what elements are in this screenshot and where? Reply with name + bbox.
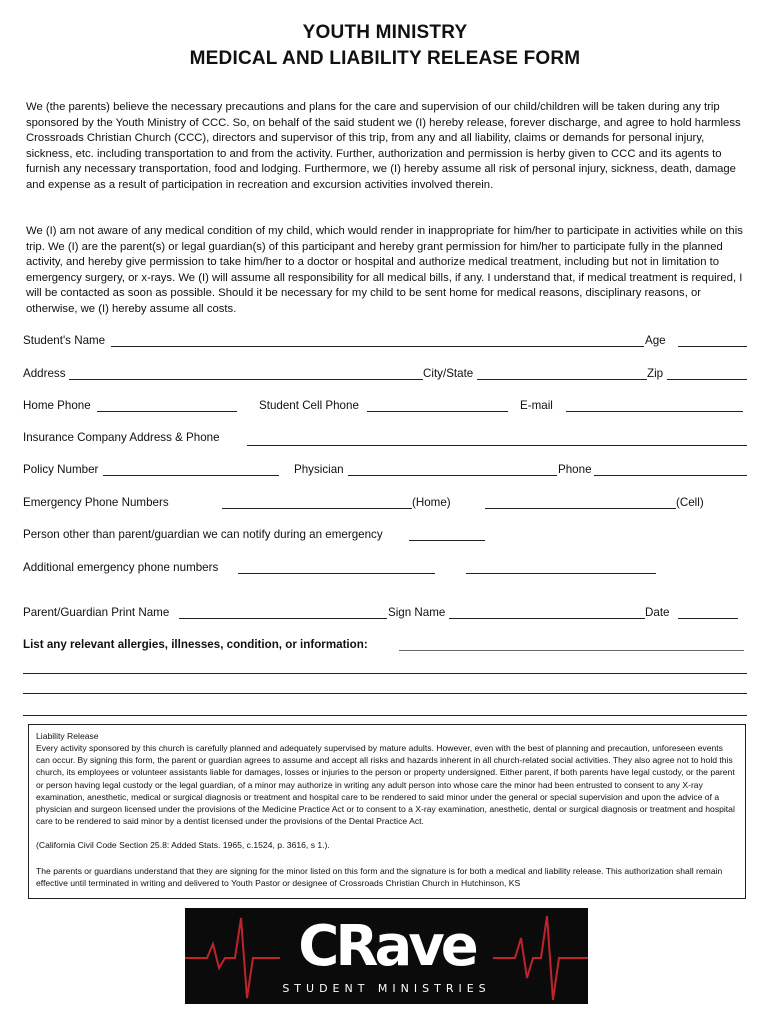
students-name-label: Student's Name (23, 334, 106, 347)
physician-phone-label: Phone (558, 463, 592, 476)
row-emergency (23, 496, 747, 512)
emergency-label: Emergency Phone Numbers (23, 496, 169, 509)
date-label: Date (645, 606, 670, 619)
insurance-field[interactable] (247, 445, 747, 446)
student-cell-field[interactable] (367, 411, 508, 412)
crave-logo (185, 908, 588, 1004)
liability-heading: Liability Release (36, 731, 99, 741)
policy-number-field[interactable] (103, 475, 279, 476)
address-label: Address (23, 367, 66, 380)
liability-body: Every activity sponsored by this church is carefully planned and adequately supervised by mature adults. However, even with the best of planning and precaution, unforeseen events can occur. By signing this form, the parent or guardian agrees to assume and accept all risks and hazards inherent in all church-related social activities. They also agree not to hold this church, its employees or volunteer assistants liable for damages, losses or injuries to the person or property undersigned. Either parent, if both parents have legal custody, or the parent or person having legal custody or the legal guardian, of a minor may authorize in writing any adult person into whose care the minor had been entrusted to consent to any X-ray examination, anesthetic, medical or surgical diagnosis or treatment and hospital care to be rendered to said minor under the general or special supervision and upon the advice of a physician and surgeon licensed under the provisions of the Medicine Practice Act or to consent to a X-ray examination, anesthetic, dental or surgical diagnosis or treatment and hospital care to be rendered to said minor by a dentist licensed under the provisions of the Dental Practice Act. (36, 743, 735, 827)
liability-citation: (California Civil Code Section 25.8: Added Stats. 1965, c.1524, p. 3616, s 1.). (36, 840, 330, 850)
age-label: Age (645, 334, 666, 347)
allergies-field[interactable] (399, 650, 744, 651)
parent-release-paragraph: We (the parents) believe the necessary precautions and plans for the care and supervision of our child/children will be taken during any trip sponsored by the Youth Ministry of CCC. So, on behalf of the said student we (I) hereby release, forever discharge, and agree to hold harmless Crossroads Christian Church (CCC), directors and supervisor of this trip, from any and all liability, claims or demands for personal injury, sickness, etc. including transportation to and from the activity. Further, authorization and permission is herby given to CCC and its agents to furnish any necessary transportation, food and lodging. Furthermore, we (I) hereby assume all risk of personal injury, sickness, death, damage and expense as a result of participation in recreation and excursion activities involved therein. (26, 101, 741, 191)
additional-phones-label: Additional emergency phone numbers (23, 561, 219, 574)
form-title-line2: MEDICAL AND LIABILITY RELEASE FORM (189, 48, 581, 69)
parent-print-label: Parent/Guardian Print Name (23, 606, 170, 619)
row-insurance (23, 431, 747, 447)
email-label: E-mail (520, 399, 553, 412)
home-phone-label: Home Phone (23, 399, 91, 412)
allergies-line-3[interactable] (23, 693, 747, 694)
brand-name: CRave (298, 914, 475, 979)
zip-label: Zip (647, 367, 664, 380)
parent-print-field[interactable] (179, 618, 387, 619)
row-policy (23, 463, 747, 479)
row-address (23, 367, 747, 383)
zip-field[interactable] (667, 379, 747, 380)
medical-consent-paragraph: We (I) am not aware of any medical condition of my child, which would render in inappropriate for him/her to participate in activities while on this trip. We (I) are the parent(s) or legal guardian(s) of this participant and hereby grant permission for him/her to participate fully in the planned activity, and hereby give permission to take him/her to a doctor or hospital and authorize medical treatment, including but not in limitation to emergency surgery, or x-rays. We (I) will assume all responsibility for all medical bills, if any. I understand that, if medical treatment is required, I will be contacted as soon as possible. Should it be necessary for my child to be sent home for medical reasons, disciplinary reasons, or otherwise, we (I) hereby assume all costs. (26, 225, 743, 315)
notify-person-label: Person other than parent/guardian we can notify during an emergency (23, 528, 383, 541)
emergency-home-label: (Home) (412, 496, 451, 509)
physician-field[interactable] (348, 475, 557, 476)
emergency-home-field[interactable] (222, 508, 412, 509)
brand-tagline: STUDENT MINISTRIES (282, 982, 491, 995)
physician-label: Physician (294, 463, 344, 476)
additional-phone-field-2[interactable] (466, 573, 656, 574)
form-title-line1: YOUTH MINISTRY (302, 22, 468, 43)
row-phones (23, 399, 747, 415)
city-state-label: City/State (423, 367, 474, 380)
row-notify-person (23, 528, 747, 544)
allergies-line-2[interactable] (23, 673, 747, 674)
emergency-cell-label: (Cell) (676, 496, 704, 509)
date-field[interactable] (678, 618, 738, 619)
insurance-label: Insurance Company Address & Phone (23, 431, 220, 444)
additional-phone-field-1[interactable] (238, 573, 435, 574)
city-state-field[interactable] (477, 379, 647, 380)
sign-name-label: Sign Name (388, 606, 446, 619)
physician-phone-field[interactable] (594, 475, 747, 476)
row-additional-phones (23, 561, 747, 577)
age-field[interactable] (678, 346, 747, 347)
liability-release-box (28, 724, 746, 899)
sign-name-field[interactable] (449, 618, 645, 619)
students-name-field[interactable] (111, 346, 644, 347)
allergies-label: List any relevant allergies, illnesses, condition, or information: (23, 638, 368, 651)
address-field[interactable] (69, 379, 423, 380)
allergies-line-4[interactable] (23, 715, 747, 716)
emergency-cell-field[interactable] (485, 508, 676, 509)
notify-person-field[interactable] (409, 540, 485, 541)
row-student-name (23, 334, 747, 350)
row-signature (23, 606, 747, 622)
student-cell-label: Student Cell Phone (259, 399, 359, 412)
home-phone-field[interactable] (97, 411, 237, 412)
policy-number-label: Policy Number (23, 463, 99, 476)
liability-closing: The parents or guardians understand that they are signing for the minor listed on this form and the signature is for both a medical and liability release. This authorization shall remain effective until terminated in writing and delivered to Youth Pastor or designee of Crossroads Christian Church in Hutchinson, KS (36, 866, 723, 889)
email-field[interactable] (566, 411, 743, 412)
